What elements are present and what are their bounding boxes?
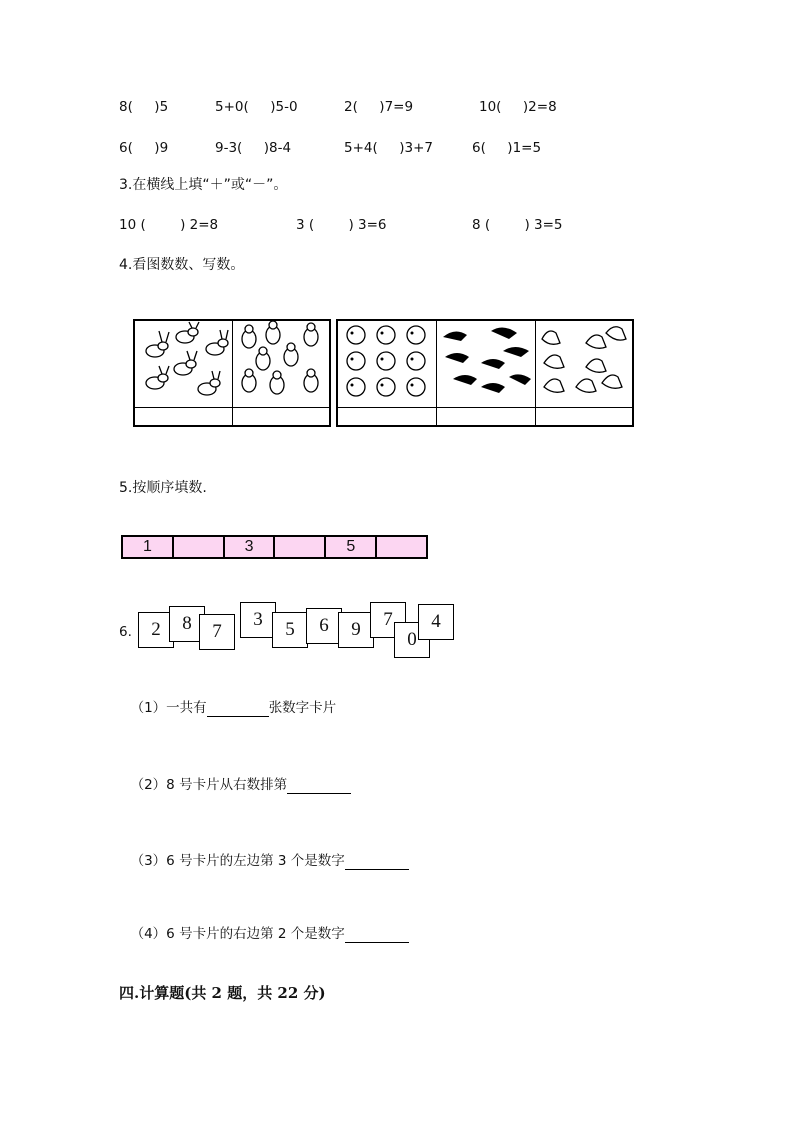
dogs-picture: [233, 321, 331, 407]
q6-sub1-suffix: 张数字卡片: [268, 700, 337, 716]
rabbits-answer-box[interactable]: [135, 407, 233, 427]
q6-sub3-blank[interactable]: [345, 855, 409, 870]
q6-sub2-text: （2）8 号卡片从右数排第: [130, 777, 288, 793]
chicks-answer-box[interactable]: [338, 407, 437, 427]
q5-title: 5.按顺序填数.: [119, 480, 207, 496]
geese-picture: [536, 321, 634, 407]
row2-d: 6( )1=5: [472, 140, 542, 156]
number-card: 4: [418, 604, 454, 640]
row2-b: 9-3( )8-4: [215, 140, 292, 156]
row1-d: 10( )2=8: [479, 99, 557, 115]
q6-sub1-blank[interactable]: [207, 702, 269, 717]
q6-sub1: [122, 681, 336, 717]
sequence-cell-blank[interactable]: [174, 537, 225, 557]
number-card: 7: [370, 602, 406, 638]
q6-sub3: [122, 834, 409, 870]
number-card: 7: [199, 614, 235, 650]
geese-answer-box[interactable]: [536, 407, 634, 427]
row2-c: 5+4( )3+7: [344, 140, 433, 156]
q6-sub2: [122, 758, 351, 794]
birds-picture: [437, 321, 536, 407]
sequence-cell: 1: [123, 537, 174, 557]
sequence-cell-blank[interactable]: [377, 537, 426, 557]
number-card: 0: [394, 622, 430, 658]
q3-title: 3.在横线上填“＋”或“－”。: [119, 177, 288, 193]
row2-a: 6( )9: [119, 140, 169, 156]
number-card: 5: [272, 612, 308, 648]
q6-sub4: [122, 907, 409, 943]
q6-sub2-blank[interactable]: [287, 779, 351, 794]
q3-a: 10 ( ) 2=8: [119, 217, 219, 233]
sequence-bar: [121, 535, 428, 559]
card-group: [134, 600, 456, 660]
picture-table-left: [133, 319, 331, 427]
sequence-cell: 3: [225, 537, 276, 557]
q6-sub3-text: （3）6 号卡片的左边第 3 个是数字: [130, 853, 345, 869]
number-card: 8: [169, 606, 205, 642]
row1-b: 5+0( )5-0: [215, 99, 298, 115]
q6-sub4-blank[interactable]: [345, 928, 409, 943]
row1-c: 2( )7=9: [344, 99, 414, 115]
sequence-cell: 5: [326, 537, 377, 557]
section-4-heading: 四.计算题(共 2 题，共 22 分): [119, 984, 326, 1002]
q6-sub4-text: （4）6 号卡片的右边第 2 个是数字: [130, 926, 345, 942]
q4-title: 4.看图数数、写数。: [119, 257, 245, 273]
number-card: 9: [338, 612, 374, 648]
chicks-picture: [338, 321, 437, 407]
q6-sub1-prefix: （1）一共有: [130, 700, 207, 716]
birds-answer-box[interactable]: [437, 407, 536, 427]
row1-a: 8( )5: [119, 99, 169, 115]
sequence-cell-blank[interactable]: [275, 537, 326, 557]
q3-b: 3 ( ) 3=6: [296, 217, 387, 233]
picture-table-right: [336, 319, 634, 427]
q6-label: 6.: [119, 624, 132, 640]
dogs-answer-box[interactable]: [233, 407, 331, 427]
number-card: 3: [240, 602, 276, 638]
q3-c: 8 ( ) 3=5: [472, 217, 563, 233]
rabbits-picture: [135, 321, 233, 407]
number-card: 2: [138, 612, 174, 648]
number-card: 6: [306, 608, 342, 644]
